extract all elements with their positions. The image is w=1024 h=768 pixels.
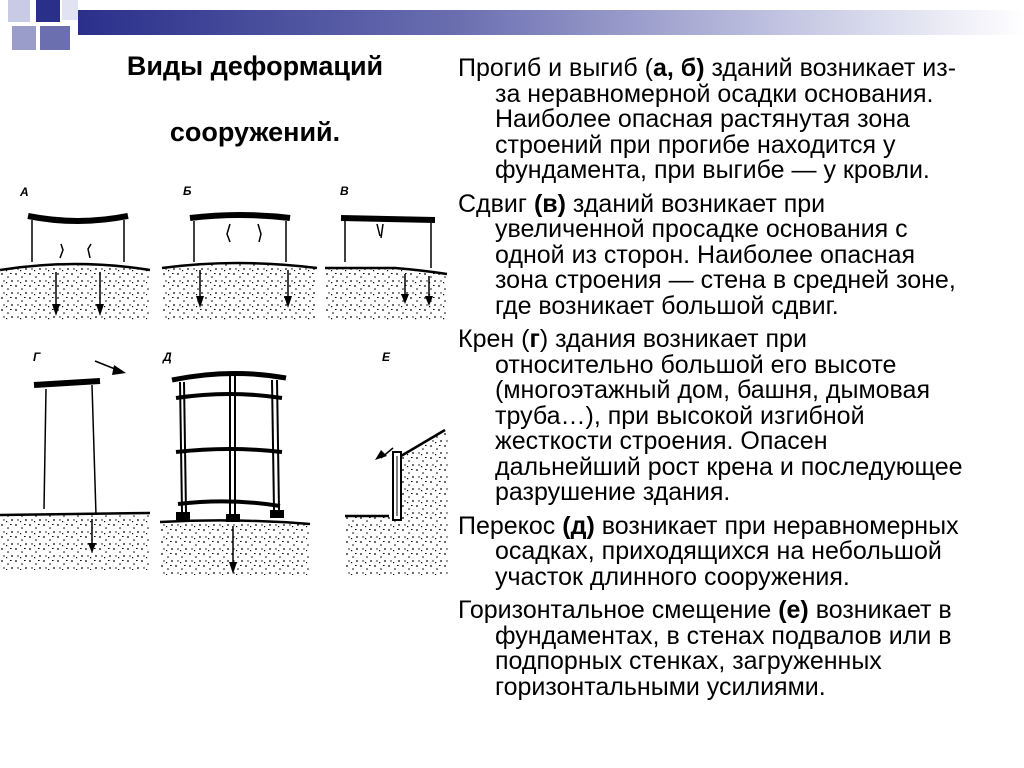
paragraph-lead: Сдвиг	[458, 189, 534, 218]
slide-title-line2: сооружений.	[169, 117, 341, 147]
deco-square	[36, 0, 60, 22]
paragraph-line: Наиболее опасная растянутая зона	[495, 105, 910, 133]
paragraph-line: разрушение здания.	[495, 478, 731, 506]
figure-label-e: Е	[382, 350, 391, 364]
paragraph-lead: Прогиб и выгиб (	[458, 56, 653, 82]
paragraph-key: (е)	[778, 596, 809, 624]
diagram-a-sag	[0, 200, 160, 325]
paragraph-line: участок длинного сооружения.	[495, 562, 850, 591]
deco-square	[12, 26, 36, 50]
paragraph-lead: Крен (	[458, 325, 530, 353]
text-column	[458, 56, 1024, 756]
diagram-d-frame	[160, 360, 310, 575]
paragraph-shear	[458, 189, 1024, 320]
paragraph-key: (д)	[562, 511, 595, 540]
figure-label-g: Г	[33, 350, 41, 364]
paragraph-line: горизонтальными усилиями.	[495, 672, 826, 701]
diagram-v-shear	[325, 200, 450, 325]
paragraph-skew	[458, 511, 1024, 591]
paragraph-line: где возникает большой сдвиг.	[495, 291, 839, 320]
deco-square	[8, 0, 30, 22]
paragraph-key: г	[529, 325, 540, 353]
paragraph-key: а, б)	[652, 56, 705, 82]
paragraph-rest: ) здания возникает при	[539, 325, 807, 353]
deco-square	[40, 26, 70, 50]
paragraph-rest: возникает в	[808, 596, 952, 624]
paragraph-lead: Горизонтальное смещение	[458, 596, 779, 624]
paragraph-line: фундамента, при выгибе — у кровли.	[495, 156, 930, 184]
figure-label-d: Д	[163, 350, 172, 364]
paragraph-line: труба…), при высокой изгибной	[495, 401, 865, 430]
paragraph-line: осадках, приходящихся на небольшой	[495, 537, 942, 565]
paragraph-key: (в)	[533, 189, 566, 218]
diagram-e-retaining-wall	[345, 420, 450, 575]
paragraph-tilt	[458, 327, 1024, 506]
paragraph-line: фундаментах, в стенах подвалов или в	[495, 621, 952, 650]
paragraph-line: увеличенной просадке основания с	[495, 215, 908, 243]
header-gradient-bar	[78, 10, 1024, 35]
paragraph-line: относительно большой его высоте	[495, 350, 897, 379]
paragraph-rest: зданий возникает из-	[704, 56, 957, 82]
paragraph-horizontal-shift	[458, 598, 1024, 700]
slide-title-line1: Виды деформаций	[126, 51, 384, 81]
paragraph-line: подпорных стенках, загруженных	[495, 647, 882, 675]
paragraph-line: зона строения — стена в средней зоне,	[495, 266, 956, 294]
deco-square	[62, 0, 78, 20]
paragraph-line: (многоэтажный дом, башня, дымовая	[495, 376, 930, 404]
figure-label-a: А	[20, 185, 29, 199]
paragraph-rest: возникает при неравномерных	[594, 511, 959, 540]
figure-label-v: В	[340, 184, 349, 198]
paragraph-line: строений при прогибе находится у	[495, 130, 896, 159]
diagram-g-tilt	[0, 355, 150, 570]
paragraph-line: жесткости строения. Опасен	[495, 427, 828, 455]
paragraph-line: за неравномерной осадки основания.	[495, 79, 934, 108]
paragraph-rest: зданий возникает при	[565, 189, 826, 218]
figure-label-b: Б	[183, 184, 192, 198]
paragraph-lead: Перекос	[458, 511, 563, 540]
diagram-b-hog	[162, 200, 322, 325]
paragraph-line: одной из сторон. Наиболее опасная	[495, 240, 916, 269]
paragraph-bending	[458, 56, 1024, 184]
paragraph-line: дальнейший рост крена и последующее	[495, 452, 963, 481]
